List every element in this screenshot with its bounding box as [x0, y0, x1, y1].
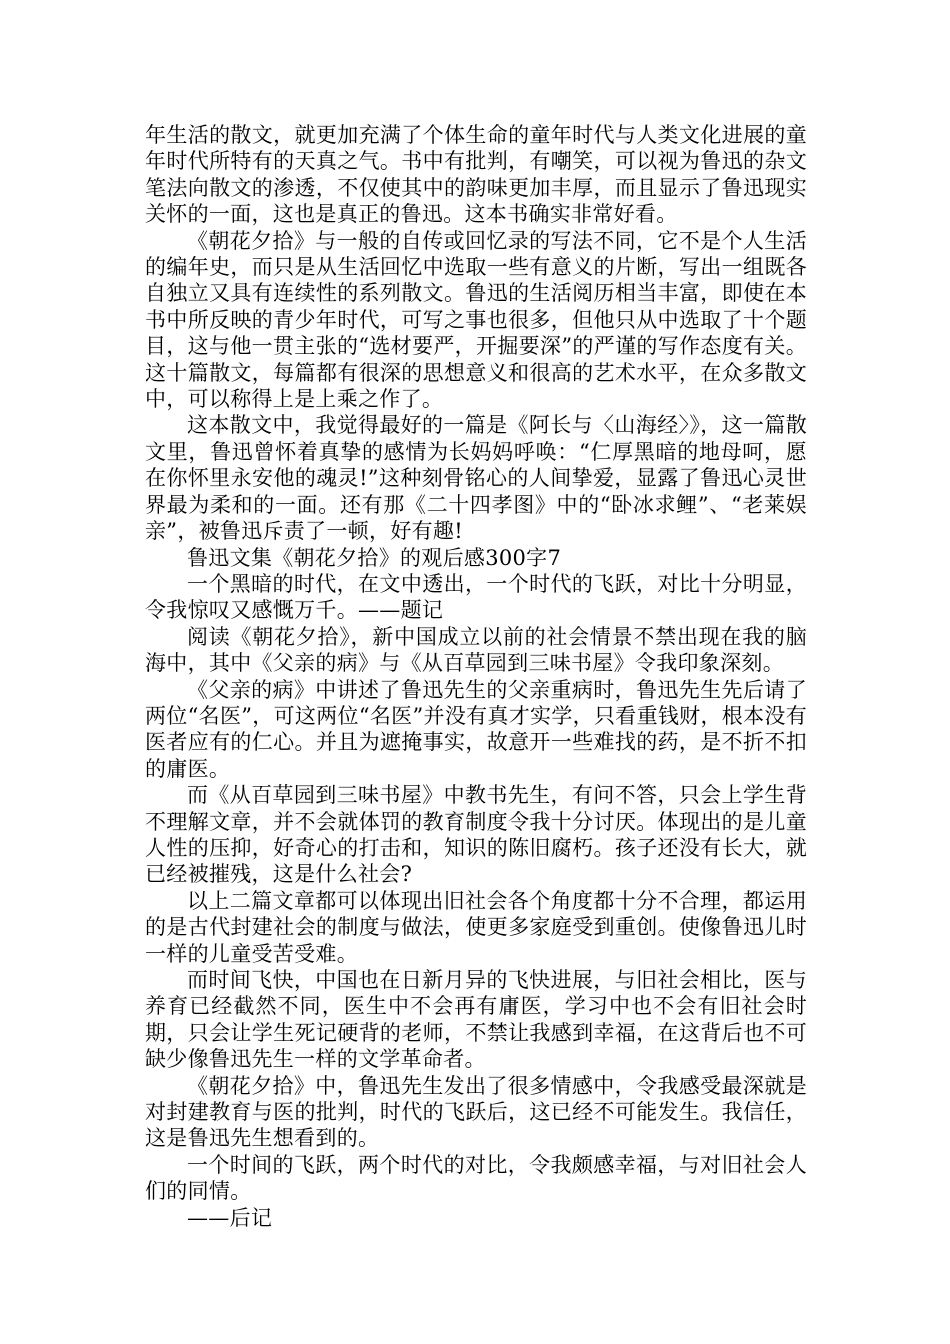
paragraph-9: 以上二篇文章都可以体现出旧社会各个角度都十分不合理，都运用的是古代封建社会的制度与做法，使更多家庭受到重创。使像鲁迅儿时一样的儿童受苦受难。: [145, 888, 807, 966]
paragraph-10: 而时间飞快，中国也在日新月异的飞快进展，与旧社会相比，医与养育已经截然不同，医生中不会再有庸医，学习中也不会有旧社会时期，只会让学生死记硬背的老师，不禁让我感到幸福，在这背后也不可缺少像鲁迅先生一样的文学革命者。: [145, 968, 807, 1072]
paragraph-12: 一个时间的飞跃，两个时代的对比，令我颇感幸福，与对旧社会人们的同情。: [145, 1152, 807, 1204]
paragraph-3: 这本散文中，我觉得最好的一篇是《阿长与〈山海经〉》，这一篇散文里，鲁迅曾怀着真挚的感情为长妈妈呼唤：“仁厚黑暗的地母呵，愿在你怀里永安他的魂灵!”这种刻骨铭心的人间挚爱，显露了鲁迅心灵世界最为柔和的一面。还有那《二十四孝图》中的“卧冰求鲤”、“老莱娱亲”，被鲁迅斥责了一顿，好有趣!: [145, 413, 807, 544]
paragraph-11: 《朝花夕拾》中，鲁迅先生发出了很多情感中，令我感受最深就是对封建教育与医的批判，时代的飞跃后，这已经不可能发生。我信任，这是鲁迅先生想看到的。: [145, 1073, 807, 1151]
document-page: [145, 122, 807, 1231]
section-heading: 鲁迅文集《朝花夕拾》的观后感300字7: [187, 545, 562, 570]
paragraph-8: 而《从百草园到三味书屋》中教书先生，有问不答，只会上学生背不理解文章，并不会就体罚的教育制度令我十分讨厌。体现出的是儿童人性的压抑，好奇心的打击和，知识的陈旧腐朽。孩子还没有长大，就已经被摧残，这是什么社会?: [145, 783, 807, 887]
paragraph-1: 年生活的散文，就更加充满了个体生命的童年时代与人类文化进展的童年时代所特有的天真之气。书中有批判，有嘲笑，可以视为鲁迅的杂文笔法向散文的渗透，不仅使其中的韵味更加丰厚，而且显示了鲁迅现实关怀的一面，这也是真正的鲁迅。这本书确实非常好看。: [145, 123, 807, 227]
afterword-label: ——后记: [187, 1205, 273, 1230]
paragraph-7: 《父亲的病》中讲述了鲁迅先生的父亲重病时，鲁迅先生先后请了两位“名医”，可这两位“名医”并没有真才实学，只看重钱财，根本没有医者应有的仁心。并且为遮掩事实，故意开一些难找的药，是不折不扣的庸医。: [145, 677, 807, 781]
paragraph-epigraph: 一个黑暗的时代，在文中透出，一个时代的飞跃，对比十分明显，令我惊叹又感慨万千。——题记: [145, 571, 807, 623]
paragraph-2: 《朝花夕拾》与一般的自传或回忆录的写法不同，它不是个人生活的编年史，而只是从生活回忆中选取一些有意义的片断，写出一组既各自独立又具有连续性的系列散文。鲁迅的生活阅历相当丰富，即使在本书中所反映的青少年时代，可写之事也很多，但他只从中选取了十个题目，这与他一贯主张的“选材要严，开掘要深”的严谨的写作态度有关。这十篇散文，每篇都有很深的思想意义和很高的艺术水平，在众多散文中，可以称得上是上乘之作了。: [145, 228, 807, 412]
paragraph-6: 阅读《朝花夕拾》，新中国成立以前的社会情景不禁出现在我的脑海中，其中《父亲的病》与《从百草园到三味书屋》令我印象深刻。: [145, 624, 807, 676]
